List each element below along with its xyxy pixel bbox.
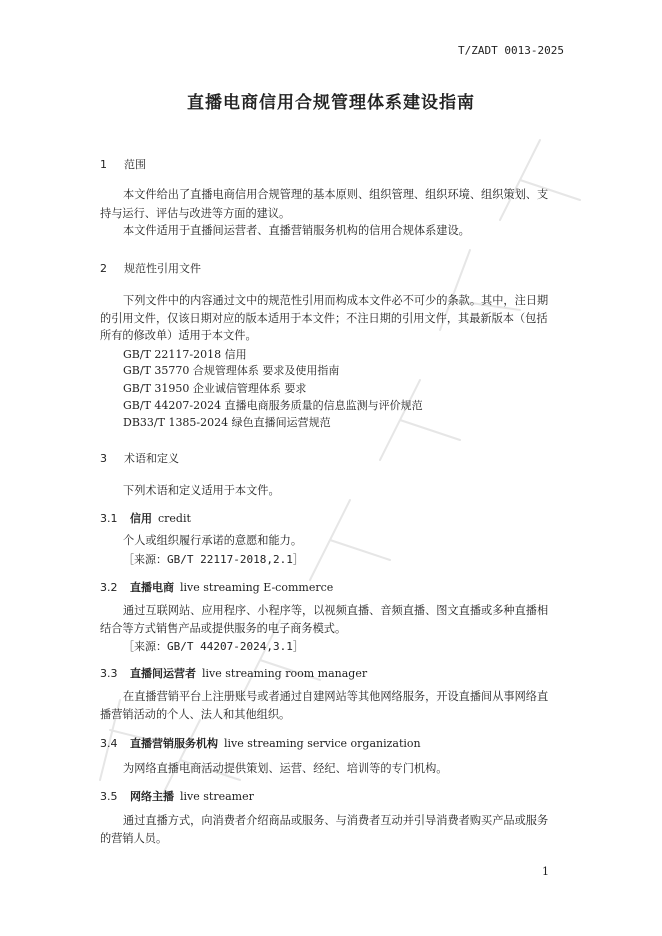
term-source: ［来源：GB/T 22117-2018,2.1］ bbox=[123, 553, 304, 566]
paragraph-line: 本文件给出了直播电商信用合规管理的基本原则、组织管理、组织环境、组织策划、支 bbox=[123, 188, 549, 201]
term-zh: 直播电商 bbox=[130, 581, 174, 594]
term-heading bbox=[100, 788, 254, 804]
term-definition: 通过互联网站、应用程序、小程序等，以视频直播、音频直播、图文直播或多种直播相 bbox=[123, 604, 549, 617]
term-heading bbox=[100, 510, 191, 526]
term-number: 3.5 bbox=[100, 790, 118, 803]
page-number: 1 bbox=[542, 865, 549, 878]
term-zh: 直播间运营者 bbox=[130, 667, 196, 680]
term-definition: 结合等方式销售产品或提供服务的电子商务模式。 bbox=[100, 622, 347, 635]
reference-item: DB33/T 1385-2024 绿色直播间运营规范 bbox=[123, 416, 331, 429]
paragraph-line: 下列文件中的内容通过文中的规范性引用而构成本文件必不可少的条款。其中，注日期 bbox=[123, 294, 549, 307]
paragraph-line: 持与运行、评估与改进等方面的建议。 bbox=[100, 207, 291, 220]
term-number: 3.4 bbox=[100, 737, 118, 750]
term-en: credit bbox=[158, 512, 191, 525]
section-title: 范围 bbox=[124, 158, 146, 171]
document-title: 直播电商信用合规管理体系建设指南 bbox=[187, 93, 475, 113]
reference-item: GB/T 44207-2024 直播电商服务质量的信息监测与评价规范 bbox=[123, 399, 423, 412]
section-title: 规范性引用文件 bbox=[124, 262, 201, 275]
section-number: 1 bbox=[100, 158, 107, 171]
term-en: live streamer bbox=[180, 790, 254, 803]
paragraph-line: 下列术语和定义适用于本文件。 bbox=[123, 484, 280, 497]
document-number: T/ZADT 0013-2025 bbox=[458, 44, 564, 57]
term-number: 3.2 bbox=[100, 581, 118, 594]
term-zh: 直播营销服务机构 bbox=[130, 737, 218, 750]
term-zh: 网络主播 bbox=[130, 790, 174, 803]
section-1-heading bbox=[100, 156, 146, 172]
paragraph-line: 的引用文件，仅该日期对应的版本适用于本文件；不注日期的引用文件，其最新版本（包括 bbox=[100, 312, 548, 325]
section-2-heading bbox=[100, 260, 201, 276]
reference-item: GB/T 22117-2018 信用 bbox=[123, 348, 247, 361]
term-zh: 信用 bbox=[130, 512, 152, 525]
term-definition: 为网络直播电商活动提供策划、运营、经纪、培训等的专门机构。 bbox=[123, 762, 448, 775]
term-number: 3.1 bbox=[100, 512, 118, 525]
reference-item: GB/T 31950 企业诚信管理体系 要求 bbox=[123, 382, 307, 395]
reference-item: GB/T 35770 合规管理体系 要求及使用指南 bbox=[123, 364, 340, 377]
term-definition: 在直播营销平台上注册账号或者通过自建网站等其他网络服务，开设直播间从事网络直 bbox=[123, 690, 549, 703]
term-en: live streaming room manager bbox=[202, 667, 368, 680]
section-title: 术语和定义 bbox=[124, 452, 179, 465]
term-definition: 播营销活动的个人、法人和其他组织。 bbox=[100, 708, 291, 721]
section-3-heading bbox=[100, 450, 179, 466]
term-heading bbox=[100, 735, 421, 751]
term-number: 3.3 bbox=[100, 667, 118, 680]
term-heading bbox=[100, 665, 367, 681]
term-en: live streaming service organization bbox=[224, 737, 421, 750]
section-number: 3 bbox=[100, 452, 107, 465]
term-heading bbox=[100, 579, 333, 595]
section-number: 2 bbox=[100, 262, 107, 275]
term-definition: 通过直播方式，向消费者介绍商品或服务、与消费者互动并引导消费者购买产品或服务 bbox=[123, 814, 549, 827]
term-definition: 个人或组织履行承诺的意愿和能力。 bbox=[123, 534, 303, 547]
paragraph-line: 本文件适用于直播间运营者、直播营销服务机构的信用合规体系建设。 bbox=[123, 224, 470, 237]
paragraph-line: 所有的修改单）适用于本文件。 bbox=[100, 329, 257, 342]
term-definition: 的营销人员。 bbox=[100, 832, 168, 845]
term-source: ［来源：GB/T 44207-2024,3.1］ bbox=[123, 640, 304, 653]
term-en: live streaming E-commerce bbox=[180, 581, 334, 594]
